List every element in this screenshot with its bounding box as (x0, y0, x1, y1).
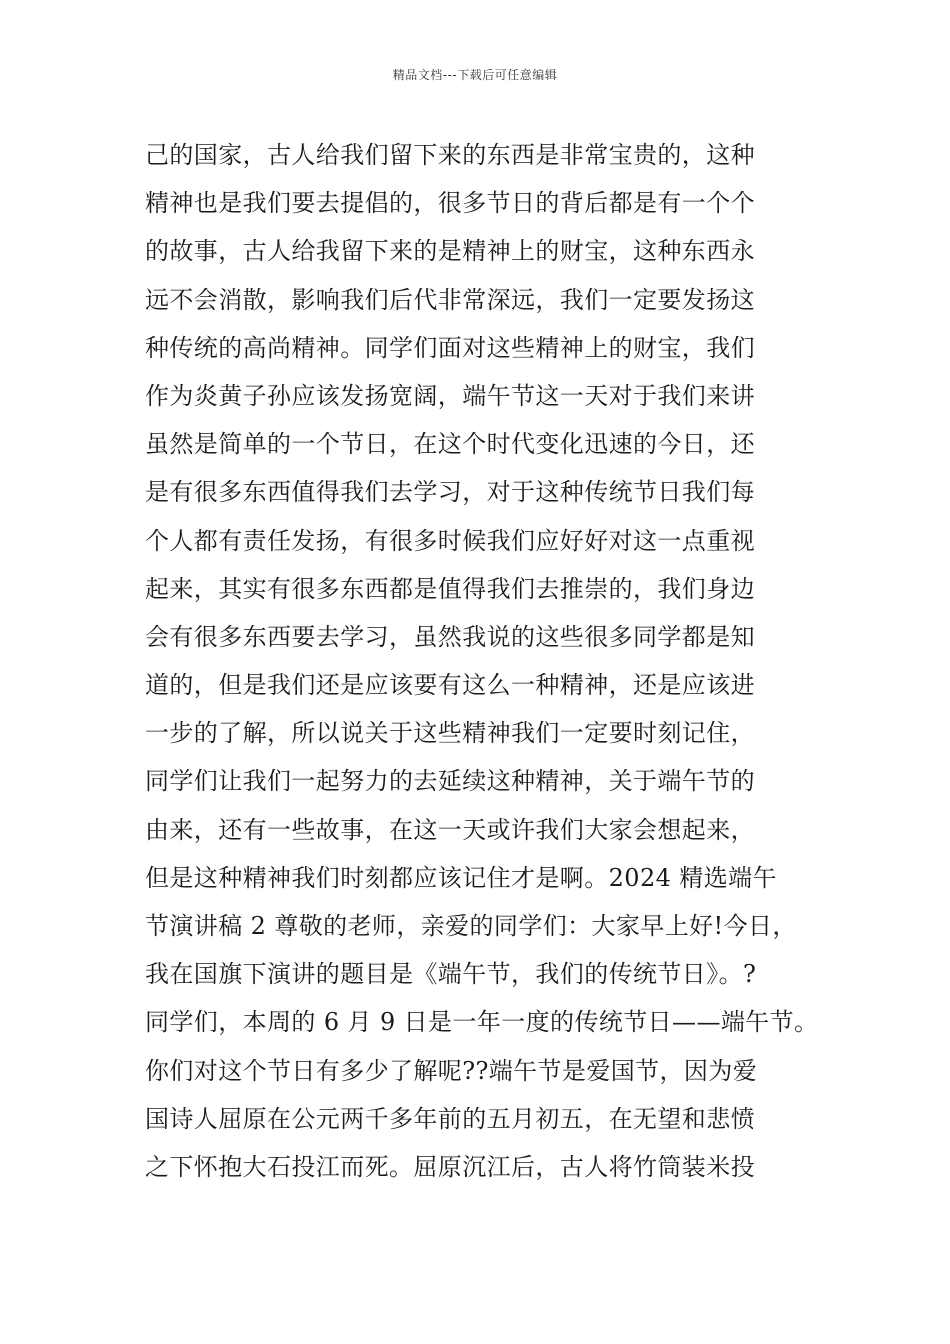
text-line: 一步的了解，所以说关于这些精神我们一定要时刻记住， (145, 719, 755, 748)
text-line: 但是这种精神我们时刻都应该记住才是啊。2024 精选端午 (145, 863, 777, 892)
text-line: 国诗人屈原在公元两千多年前的五月初五，在无望和悲愤 (145, 1104, 755, 1133)
text-line: 的故事，古人给我留下来的是精神上的财宝，这种东西永 (145, 237, 755, 266)
text-line: 同学们让我们一起努力的去延续这种精神，关于端午节的 (145, 767, 755, 796)
text-line: 起来，其实有很多东西都是值得我们去推崇的，我们身边 (145, 574, 755, 603)
text-line: 你们对这个节日有多少了解呢??端午节是爱国节，因为爱 (145, 1056, 758, 1085)
text-line: 我在国旗下演讲的题目是《端午节，我们的传统节日》。? (145, 960, 757, 989)
text-line: 虽然是简单的一个节日，在这个时代变化迅速的今日，还 (145, 430, 755, 459)
text-line: 道的，但是我们还是应该要有这么一种精神，还是应该进 (145, 671, 755, 700)
text-line: 是有很多东西值得我们去学习，对于这种传统节日我们每 (145, 478, 755, 507)
text-line: 由来，还有一些故事，在这一天或许我们大家会想起来， (145, 815, 755, 844)
body-text (145, 131, 825, 1191)
text-line: 会有很多东西要去学习，虽然我说的这些很多同学都是知 (145, 622, 755, 651)
text-line: 精神也是我们要去提倡的，很多节日的背后都是有一个个 (145, 189, 755, 218)
text-line: 作为炎黄子孙应该发扬宽阔，端午节这一天对于我们来讲 (145, 381, 755, 410)
text-line: 己的国家，古人给我们留下来的东西是非常宝贵的，这种 (145, 141, 755, 169)
text-line: 节演讲稿 2 尊敬的老师，亲爱的同学们：大家早上好!今日， (145, 912, 797, 940)
page-header: 精品文档---下载后可任意编辑 (392, 68, 558, 82)
text-line: 同学们，本周的 6 月 9 日是一年一度的传统节日——端午节。 (145, 1008, 819, 1037)
text-line: 远不会消散，影响我们后代非常深远，我们一定要发扬这 (145, 285, 755, 314)
text-line: 个人都有责任发扬，有很多时候我们应好好对这一点重视 (145, 526, 755, 555)
text-line: 种传统的高尚精神。同学们面对这些精神上的财宝，我们 (145, 333, 755, 362)
text-line: 之下怀抱大石投江而死。屈原沉江后，古人将竹筒装米投 (145, 1152, 755, 1181)
